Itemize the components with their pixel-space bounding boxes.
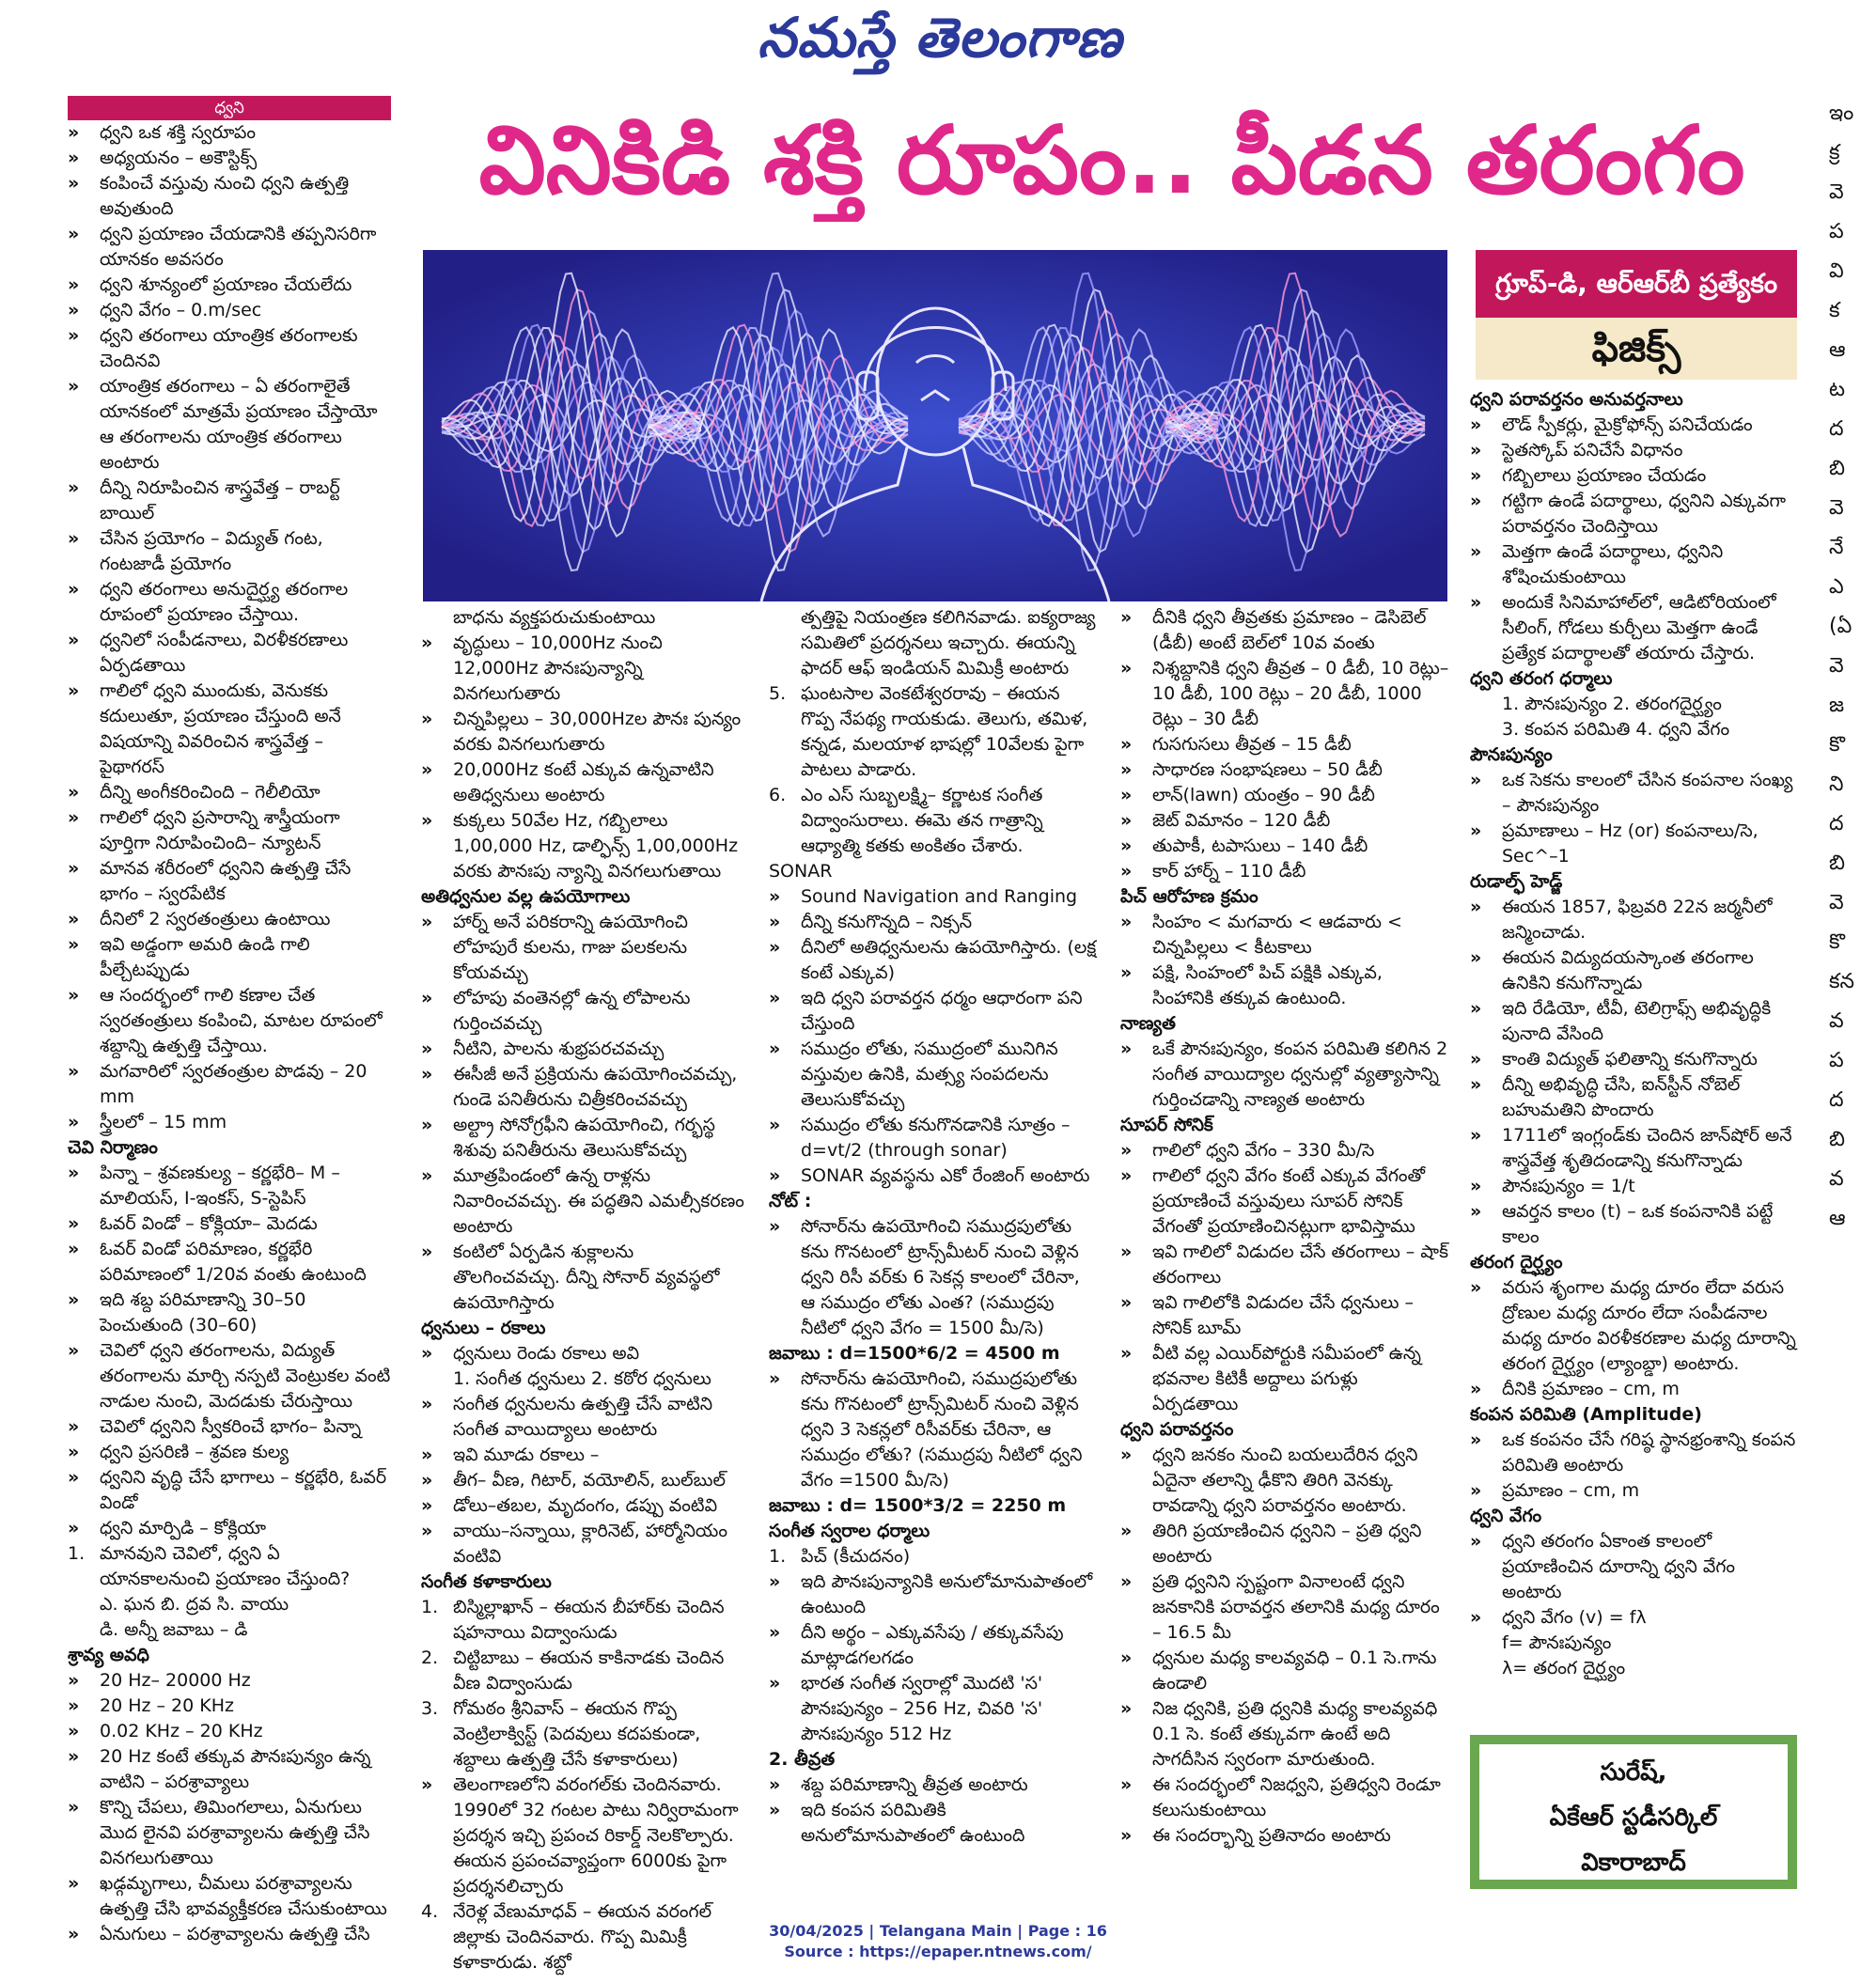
item-text: పిచ్ (కీచుదనం) <box>801 1546 911 1567</box>
column-decibels <box>1120 605 1449 1849</box>
item-number: 2. <box>421 1647 439 1668</box>
subheading: సంగీత స్వరాల ధర్మాలు <box>769 1521 930 1541</box>
bullet-item: » సోనార్‌ను ఉపయోగించి సముద్రపులోతు కను గొనటంలో ట్రాన్స్‌మీటర్ నుంచి వెళ్లిన ధ్వని రిసీ వర్‌కు 6 సెకన్ల కాలంలో చేరినా, ఆ సముద్రం లోతు ఎంత? (సముద్రపు నీటిలో ధ్వని వేగం = 1500 మీ/సె) <box>769 1214 1098 1341</box>
bullet-item: » కంపించే వస్తువు నుంచి ధ్వని ఉత్పత్తి అవుతుంది <box>68 171 391 222</box>
numbered-item <box>68 1541 391 1592</box>
bullet-item: » ఓవర్ విండో – కోక్లియా– మెదడు <box>68 1211 391 1237</box>
bullet-item: » నిజ ధ్వనికి, ప్రతి ధ్వనికి మధ్య కాలవ్యవధి 0.1 సె. కంటే తక్కువగా ఉంటే అది సాగదీసిన స్వరంగా మారుతుంది. <box>1120 1696 1449 1772</box>
edge-fragment: ఎ <box>1829 575 1844 599</box>
numbered-item <box>769 681 1098 783</box>
item-text: ఎం ఎస్ సుబ్బలక్ష్మి– కర్ణాటక సంగీత విద్వాంసురాలు. ఈమె తన గాత్రాన్ని ఆధ్యాత్మి కతకు అంకితం చేశారు. <box>801 785 1043 856</box>
subject-title: ఫిజిక్స్ <box>1476 318 1797 380</box>
bullet-item: » చిన్నపిల్లలు – 30,000Hzల పౌనః పున్యం వరకు వినగలుగుతారు <box>421 707 746 757</box>
edge-fragment: ద <box>1829 1088 1844 1112</box>
edge-fragment: కన <box>1829 970 1854 993</box>
bullet-item: » సాధారణ సంభాషణలు – 50 డీబీ <box>1120 757 1449 783</box>
bullet-item: » గుసగుసలు తీవ్రత – 15 డీబీ <box>1120 732 1449 757</box>
edge-fragment: ఆ <box>1829 1207 1846 1230</box>
bullet-item: » ఇది కంపన పరిమితికి అనులోమానుపాతంలో ఉంటుంది <box>769 1798 1098 1849</box>
bullet-item: » వృద్ధులు – 10,000Hz నుంచి 12,000Hz పౌనఃపున్యాన్ని వినగలుగుతారు <box>421 631 746 707</box>
bullet-item: » అధ్యయనం – అకౌస్టిక్స్ <box>68 146 391 171</box>
bullet-item: » ప్రతి ధ్వనిని స్పష్టంగా వినాలంటే ధ్వని జనకానికి పరావర్తన తలానికి మధ్య దూరం – 16.5 మీ <box>1120 1569 1449 1646</box>
bullet-item: » దీన్ని కనుగొన్నది – నిక్సన్ <box>769 910 1098 935</box>
subheading: జవాబు : d=1500*6/2 = 4500 m <box>769 1343 1060 1364</box>
subheading: ధ్వని తరంగ ధర్మాలు <box>1470 668 1613 689</box>
section-banner: గ్రూప్-డి, ఆర్ఆర్‌బీ ప్రత్యేకం <box>1476 250 1797 318</box>
edge-fragment: కొ <box>1829 733 1845 757</box>
bullet-item: » మానవ శరీరంలో ధ్వనిని ఉత్పత్తి చేసే భాగం – స్వరపేటిక <box>68 856 391 907</box>
bullet-item: » ధ్వని తరంగాలు అనుదైర్ఘ్య తరంగాల రూపంలో ప్రయాణం చేస్తాయి. <box>68 577 391 628</box>
bullet-item: » మూత్రపిండంలో ఉన్న రాళ్లను నివారించవచ్చు. ఈ పద్ధతిని ఎమల్సీకరణం అంటారు <box>421 1163 746 1240</box>
subheading: సంగీత కళాకారులు <box>421 1571 552 1592</box>
item-number: 5. <box>769 683 787 704</box>
subheading: తరంగ దైర్ఘ్యం <box>1470 1252 1563 1273</box>
headphone-sound-wave-illustration <box>423 250 1447 601</box>
bullet-item: » SONAR వ్యవస్థను ఎకో రేంజింగ్ అంటారు <box>769 1163 1098 1189</box>
edge-fragment: బి <box>1829 851 1845 875</box>
edge-fragment: బి <box>1829 457 1845 480</box>
bullet-item: » ధ్వని తరంగం ఏకాంత కాలంలో ప్రయాణించిన దూరాన్ని ధ్వని వేగం అంటారు <box>1470 1529 1797 1605</box>
bullet-item: » ఒక కంపనం చేసే గరిష్ఠ స్థానభ్రంశాన్ని కంపన పరిమితి అంటారు <box>1470 1428 1797 1478</box>
bullet-item: » Sound Navigation and Ranging <box>769 884 1098 910</box>
bullet-item: » ధ్వని ప్రసరిణి – శ్రవణ కుల్య <box>68 1440 391 1465</box>
bullet-item: » సంగీత ధ్వనులను ఉత్పత్తి చేసే వాటిని సంగీత వాయిద్యాలు అంటారు <box>421 1392 746 1443</box>
bullet-item: » ఆవర్తన కాలం (t) – ఒక కంపనానికి పట్టే కాలం <box>1470 1199 1797 1250</box>
bullet-item: » దీనిలో అతిధ్వనులను ఉపయోగిస్తారు. (లక్ష కంటే ఎక్కువ) <box>769 935 1098 986</box>
bullet-item: » 20 Hz – 20 KHz <box>68 1694 391 1719</box>
bullet-item: » గాలిలో ధ్వని వేగం కంటే ఎక్కువ వేగంతో ప్రయాణించే వస్తువులు సూపర్ సోనిక్ వేగంతో ప్రయాణించినట్లుగా భావిస్తాము <box>1120 1163 1449 1240</box>
item-text: బిస్మిల్లాఖాన్ – ఈయన బీహార్‌కు చెందిన షహనాయి విద్వాంసుడు <box>453 1597 725 1643</box>
column-sound-basics <box>68 96 391 1947</box>
bullet-item: » సముద్రం లోతు, సముద్రంలో మునిగిన వస్తువుల ఉనికి, మత్స్య సంపదలను తెలుసుకోవచ్చు <box>769 1037 1098 1113</box>
bullet-item: » సముద్రం లోతు కనుగొనడానికి సూత్రం – d=vt/2 (through sonar) <box>769 1113 1098 1163</box>
bullet-item: » ఇవి అడ్డంగా అమరి ఉండి గాలి పీల్చేటప్పుడు <box>68 932 391 983</box>
item-text: మానవుని చెవిలో, ధ్వని ఏ యానకాలనుంచి ప్రయాణం చేస్తుంది? <box>100 1543 351 1589</box>
bullet-item: » ఖడ్గమృగాలు, చీమలు పరశ్రావ్యాలను ఉత్పత్తి చేసి భావవ్యక్తీకరణ చేసుకుంటాయి <box>68 1871 391 1922</box>
bullet-item: » పక్షి, సింహంలో పిచ్ పక్షికి ఎక్కువ, సింహానికి తక్కువ ఉంటుంది. <box>1120 960 1449 1011</box>
adjacent-page-edge <box>1829 94 1876 1908</box>
bullet-item: » సోనార్‌ను ఉపయోగించి, సముద్రపులోతు కను గొనటంలో ట్రాన్స్‌మిటర్ నుంచి వెళ్లిన ధ్వని 3 సెకన్లలో రిసీవర్‌కు చేరినా, ఆ సముద్రం లోతు? (సముద్రపు నీటిలో ధ్వని వేగం =1500 మీ/సె) <box>769 1366 1098 1493</box>
bullet-item: » వరుస శృంగాల మధ్య దూరం లేదా వరుస ద్రోణుల మధ్య దూరం లేదా సంపీడనాల మధ్య దూరం విరళీకరణాల మధ్య దూరాన్ని తరంగ దైర్ఘ్యం (ల్యాంబ్డా) అంటారు. <box>1470 1275 1797 1377</box>
bullet-item: » లాన్(lawn) యంత్రం – 90 డీబీ <box>1120 783 1449 808</box>
indented-text: 1. సంగీత ధ్వనులు 2. కఠోర ధ్వనులు <box>453 1368 711 1389</box>
item-number: 4. <box>421 1901 439 1922</box>
bullet-item: » కుక్కలు 50వేల Hz, గబ్బిలాలు 1,00,000 Hz, డాల్ఫిన్స్ 1,00,000Hz వరకు పౌనఃపు న్యాన్ని వినగలుగుతాయి <box>421 808 746 884</box>
bullet-item: » ధ్వని ఒక శక్తి స్వరూపం <box>68 120 391 146</box>
edge-fragment: వె <box>1829 496 1844 520</box>
numbered-item <box>421 1646 746 1696</box>
bullet-item: » లౌడ్ స్పీకర్లు, మైక్రోఫోన్స్ పనిచేయడం <box>1470 413 1797 438</box>
headline: వినికిడి శక్తి రూపం.. పీడన తరంగం <box>478 105 1745 215</box>
numbered-item <box>769 1544 1098 1569</box>
edge-fragment: వి <box>1829 259 1844 283</box>
bullet-item: » ప్రమాణాలు – Hz (or) కంపనాలు/సె, Sec^–1 <box>1470 819 1797 869</box>
bullet-item: » సింహం < మగవారు < ఆడవారు < చిన్నపిల్లలు < కీటకాలు <box>1120 910 1449 960</box>
bullet-item: » ధ్వని మార్పిడి – కోక్లియా <box>68 1516 391 1541</box>
bullet-item: » తిరిగి ప్రయాణించిన ధ్వనిని – ప్రతి ధ్వని అంటారు <box>1120 1519 1449 1569</box>
edge-fragment: ద <box>1829 417 1844 441</box>
subheading: నాణ్యత <box>1120 1013 1176 1034</box>
bullet-item: » ఈసీజీ అనే ప్రక్రియను ఉపయోగించవచ్చు, గుండె పనితీరును చిత్రీకరించవచ్చు <box>421 1062 746 1113</box>
bullet-item: » యాంత్రిక తరంగాలు – ఏ తరంగాలైతే యానకంలో మాత్రమే ప్రయాణం చేస్తాయో ఆ తరంగాలను యాంత్రిక తరంగాలు అంటారు <box>68 374 391 476</box>
bullet-item: » ఒకే పౌనఃపున్యం, కంపన పరిమితి కలిగిన 2 సంగీత వాయిద్యాల ధ్వనుల్లో వ్యత్యాసాన్ని గుర్తించడాన్ని నాణ్యత అంటారు <box>1120 1037 1449 1113</box>
bullet-item: » 20 Hz– 20000 Hz <box>68 1668 391 1694</box>
subheading: ధ్వనులు – రకాలు <box>421 1318 546 1338</box>
edge-fragment: ని <box>1829 773 1844 796</box>
bullet-item: » ధ్వనుల మధ్య కాలవ్యవధి – 0.1 సె.గాను ఉండాలి <box>1120 1646 1449 1696</box>
subheading: జవాబు : d= 1500*3/2 = 2250 m <box>769 1495 1067 1516</box>
bullet-item: » చేసిన ప్రయోగం – విద్యుత్ గంట, గంటజాడీ ప్రయోగం <box>68 526 391 577</box>
bullet-item: » ఈయన 1857, ఫిబ్రవరి 22న జర్మనీలో జన్మించాడు. <box>1470 895 1797 945</box>
indented-text: 1. పౌనఃపున్యం 2. తరంగదైర్ఘ్యం <box>1502 694 1722 714</box>
footer-source[interactable]: Source : https://epaper.ntnews.com/ <box>784 1943 1092 1960</box>
bullet-item: » ధ్వనిలో సంపీడనాలు, విరళీకరణాలు ఏర్పడతాయి <box>68 628 391 679</box>
bullet-item: » కంటిలో ఏర్పడిన శుక్లాలను తొలగించవచ్చు. దీన్ని సోనార్ వ్యవస్థలో ఉపయోగిస్తారు <box>421 1240 746 1316</box>
bullet-item: » తుపాకీ, టపాసులు – 140 డీబీ <box>1120 834 1449 859</box>
bullet-item: » కొన్ని చేపలు, తిమింగలాలు, ఏనుగులు మొద లైనవి పరశ్రావ్యాలను ఉత్పత్తి చేసి వినగలుగుతాయి <box>68 1795 391 1871</box>
bullet-item: » భారత సంగీత స్వరాల్లో మొదటి 'స' పౌనఃపున్యం – 256 Hz, చివరి 'స' పౌనఃపున్యం 512 Hz <box>769 1671 1098 1747</box>
bullet-item: » ఈ సందర్భాన్ని ప్రతినాదం అంటారు <box>1120 1823 1449 1849</box>
edge-fragment: ఇం <box>1829 101 1854 125</box>
bullet-item: » తీగ– వీణ, గిటార్, వయోలిన్, బుల్‌బుల్ <box>421 1468 746 1493</box>
subheading: పిచ్ ఆరోహణ క్రమం <box>1120 886 1258 907</box>
bullet-item: » 20,000Hz కంటే ఎక్కువ ఉన్నవాటిని అతిధ్వనులు అంటారు <box>421 757 746 808</box>
edge-fragment: ఆ <box>1829 338 1846 362</box>
bullet-item: » ఇది రేడియో, టీవీ, టెలిగ్రాఫ్స్ అభివృద్ధికి పునాది వేసింది <box>1470 996 1797 1047</box>
item-number: 1. <box>68 1543 86 1564</box>
edge-fragment: (ఏ <box>1829 615 1853 638</box>
subheading: నోట్ : <box>769 1191 812 1211</box>
bullet-item: » ధ్వని తరంగాలు యాంత్రిక తరంగాలకు చెందినవి <box>68 323 391 374</box>
numbered-item <box>421 1595 746 1646</box>
author-org: ఏకేఆర్ స్టడీసర్కిల్ <box>1549 1803 1718 1832</box>
numbered-item <box>421 1696 746 1772</box>
bullet-item: » నిశ్శబ్దానికి ధ్వని తీవ్రత – 0 డీబీ, 10 రెట్లు– 10 డీబీ, 100 రెట్లు – 20 డీబీ, 1000 రెట్లు – 30 డీబీ <box>1120 656 1449 732</box>
bullet-item: » ఓవర్ విండో పరిమాణం, కర్ణభేరి పరిమాణంలో 1/20వ వంతు ఉంటుంది <box>68 1237 391 1288</box>
edge-fragment: వె <box>1829 654 1844 678</box>
column-ultrasound <box>421 605 746 1975</box>
bullet-item: » దీనికి ధ్వని తీవ్రతకు ప్రమాణం – డెసిబెల్ (డీబీ) అంటే బెల్‌లో 10వ వంతు <box>1120 605 1449 656</box>
bullet-item: » దీన్ని అభివృద్ధి చేసి, ఐన్‌స్టీన్ నోబెల్ బహుమతిని పొందారు <box>1470 1072 1797 1123</box>
bullet-item: » శబ్ద పరిమాణాన్ని తీవ్రత అంటారు <box>769 1772 1098 1798</box>
item-number: 1. <box>769 1546 787 1567</box>
bullet-item: » ఈయన విద్యుదయస్కాంత తరంగాల ఉనికిని కనుగొన్నాడు <box>1470 945 1797 996</box>
indented-text: త్పత్తిపై నియంత్రణ కలిగినవాడు. ఐక్యరాజ్య సమితిలో ప్రదర్శనలు ఇచ్చారు. ఈయన్ని ఫాదర్ ఆఫ్ ఇండియన్ మిమిక్రీ అంటారు <box>801 607 1096 679</box>
item-number: 6. <box>769 785 787 805</box>
indented-text: ఎ. ఘన బి. ద్రవ సి. వాయు <box>100 1594 289 1615</box>
bullet-item: » 20 Hz కంటే తక్కువ పౌనఃపున్యం ఉన్న వాటిని – పరశ్రావ్యాలు <box>68 1744 391 1795</box>
subheading: పౌనఃపున్యం <box>1470 744 1553 765</box>
bullet-item: » కాంతి విద్యుత్ ఫలితాన్ని కనుగొన్నారు <box>1470 1047 1797 1072</box>
bullet-item: » డోలు–తబల, మృదంగం, డప్పు వంటివి <box>421 1493 746 1519</box>
edge-fragment: ప <box>1829 1049 1844 1072</box>
indented-text: λ= తరంగ దైర్ఘ్యం <box>1502 1658 1626 1679</box>
item-number: 1. <box>421 1597 439 1617</box>
bullet-item: » అందుకే సినిమాహాల్‌లో, ఆడిటోరియంలో సీలింగ్, గోడలు కుర్చీలు మెత్తగా ఉండే ప్రత్యేక పదార్థాలతో తయారు చేస్తారు. <box>1470 590 1797 666</box>
bullet-item: » పిన్నా – శ్రవణకుల్య – కర్ణభేరి– M – మాలియస్, I-ఇంకస్, S-స్టెపిస్ <box>68 1161 391 1211</box>
subheading: కంపన పరిమితి (Amplitude) <box>1470 1404 1702 1425</box>
bullet-item: » ఈ సందర్భంలో నిజధ్వని, ప్రతిధ్వని రెండూ కలుసుకుంటాయి <box>1120 1772 1449 1823</box>
bullet-item: » మగవారిలో స్వరతంత్రుల పొడవు – 20 mm <box>68 1059 391 1110</box>
item-text: గోమఠం శ్రీనివాస్ – ఈయన గొప్ప వెంట్రిలాక్విస్ట్ (పెదవులు కదపకుండా, శబ్దాలు ఉత్పత్తి చేసే కళాకారులు) <box>453 1698 701 1770</box>
edge-fragment: వె <box>1829 180 1844 204</box>
edge-fragment: క్ర <box>1829 141 1840 164</box>
bullet-item: » దీని అర్థం – ఎక్కువసేపు / తక్కువసేపు మాట్లాడగలగడం <box>769 1620 1098 1671</box>
bullet-item: » ధ్వని వేగం (v) = fλ <box>1470 1605 1797 1631</box>
bullet-item: » ఇవి గాలిలో విడుదల చేసే తరంగాలు – షాక్ తరంగాలు <box>1120 1240 1449 1290</box>
subheading: సూపర్ సోనిక్ <box>1120 1115 1213 1135</box>
bullet-item: » తెలంగాణలోని వరంగల్‌కు చెందినవారు. 1990లో 32 గంటల పాటు నిర్విరామంగా ప్రదర్శన ఇచ్చి ప్రపంచ రికార్డ్ నెలకొల్పారు. ఈయన ప్రపంచవ్యాప్తంగా 6000కు పైగా ప్రదర్శనలిచ్చారు <box>421 1772 746 1899</box>
bullet-item: » ఏనుగులు – పరశ్రావ్యాలను ఉత్పత్తి చేసి <box>68 1922 391 1947</box>
edge-fragment: వ <box>1829 1167 1844 1191</box>
author-place: వికారాబాద్ <box>1581 1849 1686 1877</box>
item-text: ఘంటసాల వెంకటేశ్వరరావు – ఈయన గొప్ప నేపథ్య గాయకుడు. తెలుగు, తమిళ, కన్నడ, మలయాళ భాషల్లో 10వేలకు పైగా పాటలు పాడారు. <box>801 683 1088 780</box>
bullet-item: » స్టెతస్కోప్ పనిచేసే విధానం <box>1470 438 1797 463</box>
subheading: ధ్వని పరావర్తనం అనువర్తనాలు <box>1470 389 1683 410</box>
subheading: ధ్వని వేగం <box>1470 1506 1542 1526</box>
bullet-item: » 1711లో ఇంగ్లండ్‌కు చెందిన జాన్‌షోర్ అనే శాస్త్రవేత్త శృతిదండాన్ని కనుగొన్నాడు <box>1470 1123 1797 1174</box>
bullet-item: » ధ్వని శూన్యంలో ప్రయాణం చేయలేదు <box>68 273 391 298</box>
edge-fragment: ట <box>1829 378 1845 401</box>
subheading: శ్రావ్య అవధి <box>68 1645 149 1665</box>
bullet-item: » పౌనఃపున్యం = 1/t <box>1470 1174 1797 1199</box>
bullet-item: » గబ్బిలాలు ప్రయాణం చేయడం <box>1470 463 1797 489</box>
edge-fragment: వ <box>1829 1009 1844 1033</box>
bullet-item: » ధ్వని ప్రయాణం చేయడానికి తప్పనిసరిగా యానకం అవసరం <box>68 222 391 273</box>
item-number: 3. <box>421 1698 439 1719</box>
bullet-item: » అల్ట్రా సోనోగ్రఫీని ఉపయోగించి, గర్భస్థ శిశువు పనితీరును తెలుసుకోవచ్చు <box>421 1113 746 1163</box>
bullet-item: » ధ్వని వేగం – 0.m/sec <box>68 298 391 323</box>
bullet-item: » జెట్ విమానం – 120 డీబీ <box>1120 808 1449 834</box>
bullet-item: » ధ్వనిని వృద్ధి చేసే భాగాలు – కర్ణభేరి, ఓవర్ విండో <box>68 1465 391 1516</box>
paragraph: SONAR <box>769 861 833 882</box>
bullet-item: » ధ్వనులు రెండు రకాలు అవి <box>421 1341 746 1366</box>
bullet-item: » హార్న్ అనే పరికరాన్ని ఉపయోగించి లోహపురే కులను, గాజు పలకలను కోయవచ్చు <box>421 910 746 986</box>
edge-fragment: వె <box>1829 891 1844 914</box>
edge-fragment: ప <box>1829 220 1844 243</box>
bullet-item: » కార్ హార్న్ – 110 డీబీ <box>1120 859 1449 884</box>
bullet-item: » దీన్ని అంగీకరించింది – గెలీలియో <box>68 780 391 805</box>
indented-text: డి. అన్నీ జవాబు – డి <box>100 1619 248 1640</box>
bullet-item: » వాయు–సన్నాయి, క్లారినెట్, హార్మోనియం వంటివి <box>421 1519 746 1569</box>
bullet-item: » గాలిలో ధ్వని ప్రసారాన్ని శాస్త్రీయంగా పూర్తిగా నిరూపించింది– న్యూటన్ <box>68 805 391 856</box>
subheading: 2. తీవ్రత <box>769 1749 836 1770</box>
subheading: ధ్వని పరావర్తనం <box>1120 1419 1234 1440</box>
edge-fragment: క <box>1829 299 1840 322</box>
indented-text: బాధను వ్యక్తపరుచుకుంటాయి <box>453 607 656 628</box>
author-box <box>1470 1735 1797 1889</box>
column-sonar <box>769 605 1098 1849</box>
bullet-item: » చెవిలో ధ్వని తరంగాలను, విద్యుత్ తరంగాలను మార్చి నస్పటి వెంట్రుకల వంటి నాడుల నుంచి, మెదడుకు చేరుస్తాయి <box>68 1338 391 1414</box>
subheading: అతిధ్వనుల వల్ల ఉపయోగాలు <box>421 886 631 907</box>
bullet-item: » ఇది ధ్వని పరావర్తన ధర్మం ఆధారంగా పని చేస్తుంది <box>769 986 1098 1037</box>
bullet-item: » నీటిని, పాలను శుభ్రపరచవచ్చు <box>421 1037 746 1062</box>
bullet-item: » మెత్తగా ఉండే పదార్థాలు, ధ్వనిని శోషించుకుంటాయి <box>1470 539 1797 590</box>
subheading: చెవి నిర్మాణం <box>68 1137 158 1158</box>
bullet-item: » దీనిలో 2 స్వరతంత్రులు ఉంటాయి <box>68 907 391 932</box>
bullet-item: » చెవిలో ధ్వనిని స్వీకరించే భాగం– పిన్నా <box>68 1414 391 1440</box>
bullet-item: » 0.02 KHz – 20 KHz <box>68 1719 391 1744</box>
edge-fragment: జ <box>1829 694 1845 717</box>
item-text: చిట్టిబాబు – ఈయన కాకినాడకు చెందిన వీణ విద్వాంసుడు <box>453 1647 725 1694</box>
subheading: రుడాల్ఫ్ హెడ్జ్ <box>1470 871 1563 892</box>
bullet-item: » ఒక సెకను కాలంలో చేసిన కంపనాల సంఖ్య – పౌనఃపున్యం <box>1470 768 1797 819</box>
edge-fragment: బి <box>1829 1128 1845 1151</box>
edge-fragment: నే <box>1829 536 1844 559</box>
author-name: సురేష్, <box>1600 1758 1667 1787</box>
bullet-item: » గట్టిగా ఉండే పదార్థాలు, ధ్వనిని ఎక్కువగా పరావర్తనం చెందిస్తాయి <box>1470 489 1797 539</box>
bullet-item: » ఇవి గాలిలోకి విడుదల చేసే ధ్వనులు – సోనిక్ బూమ్ <box>1120 1290 1449 1341</box>
edge-fragment: కొ <box>1829 930 1845 954</box>
bullet-item: » గాలిలో ధ్వని వేగం – 330 మీ/సె <box>1120 1138 1449 1163</box>
indented-text: 3. కంపన పరిమితి 4. ధ్వని వేగం <box>1502 719 1730 740</box>
indented-text: f= పౌనఃపున్యం <box>1502 1632 1612 1653</box>
masthead-logo: నమస్తే తెలంగాణ <box>758 6 1122 70</box>
bullet-item: » దీన్ని నిరూపించిన శాస్త్రవేత్త – రాబర్ట్ బాయిల్ <box>68 476 391 526</box>
numbered-item <box>769 783 1098 859</box>
bullet-item: » స్త్రీలలో – 15 mm <box>68 1110 391 1135</box>
bullet-item: » ఇవి మూడు రకాలు – <box>421 1443 746 1468</box>
bullet-item: » ఆ సందర్భంలో గాలి కణాల చేత స్వరతంత్రులు కంపించి, మాటల రూపంలో శబ్దాన్ని ఉత్పత్తి చేస్తాయి. <box>68 983 391 1059</box>
bullet-item: » గాలిలో ధ్వని ముందుకు, వెనుకకు కదులుతూ, ప్రయాణం చేస్తుంది అనే విషయాన్ని వివరించిన శాస్త్రవేత్త – పైథాగరస్ <box>68 679 391 780</box>
edge-fragment: ద <box>1829 812 1844 835</box>
page-footer <box>0 1921 1876 1962</box>
bullet-item: » లోహపు వంతెనల్లో ఉన్న లోపాలను గుర్తించవచ్చు <box>421 986 746 1037</box>
section-header: ధ్వని <box>68 96 391 120</box>
bullet-item: » ఇది పౌనఃపున్యానికి అనులోమానుపాతంలో ఉంటుంది <box>769 1569 1098 1620</box>
bullet-item: » ప్రమాణం – cm, m <box>1470 1478 1797 1504</box>
item-text: నేరెళ్ల వేణుమాధవ్ – ఈయన వరంగల్ జిల్లాకు చెందినవారు. గొప్ప మిమిక్రీ కళాకారుడు. శబ్దో <box>453 1901 712 1973</box>
bullet-item: » ధ్వని జనకం నుంచి బయలుదేరిన ధ్వని ఏదైనా తలాన్ని ఢీకొని తిరిగి వెనక్కు రావడాన్ని ధ్వని పరావర్తనం అంటారు. <box>1120 1443 1449 1519</box>
column-wave-properties <box>1470 387 1797 1681</box>
bullet-item: » ఇది శబ్ద పరిమాణాన్ని 30–50 పెంచుతుంది (30–60) <box>68 1288 391 1338</box>
footer-date-page: 30/04/2025 | Telangana Main | Page : 16 <box>769 1922 1107 1940</box>
bullet-item: » వీటి వల్ల ఎయిర్‌పోర్టుకి సమీపంలో ఉన్న భవనాల కిటికీ అద్దాలు పగుళ్లు ఏర్పడతాయి <box>1120 1341 1449 1417</box>
bullet-item: » దీనికి ప్రమాణం – cm, m <box>1470 1377 1797 1402</box>
